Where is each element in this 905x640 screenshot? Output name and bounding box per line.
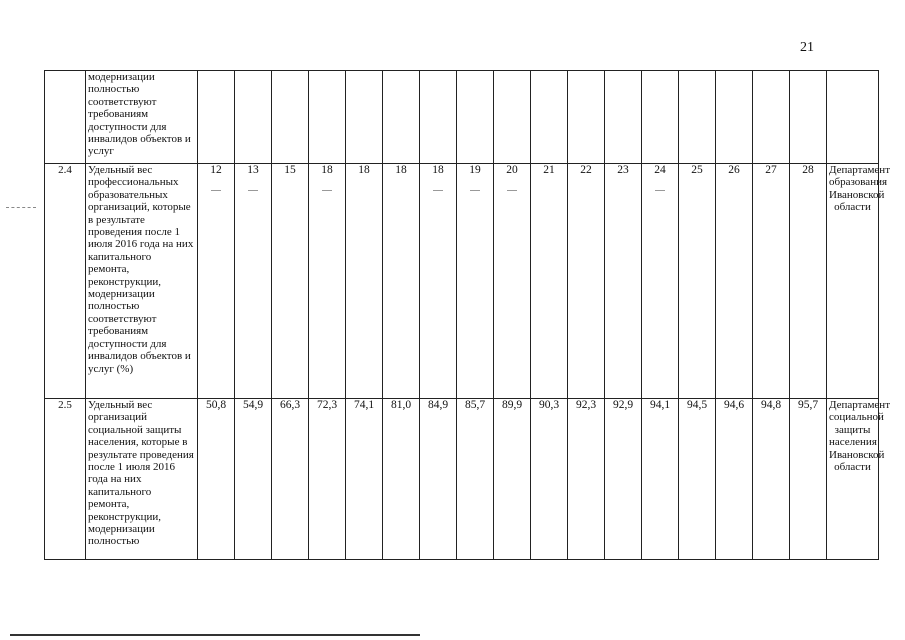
value-cell <box>457 71 494 164</box>
table-row <box>45 71 879 164</box>
indicator-description: модернизации полностью соответствуют требованиям доступности для инвалидов объектов и услуг <box>86 71 198 164</box>
value-cell: 18 <box>383 164 420 399</box>
scan-artifact-mark <box>6 207 36 208</box>
row-number: 2.4 <box>45 164 86 399</box>
value-cell: 50,8 <box>198 399 235 560</box>
scan-dash-mark <box>433 190 443 191</box>
value-cell <box>679 71 716 164</box>
value-cell <box>457 164 494 399</box>
value-cell: 95,7 <box>790 399 827 560</box>
value-cell <box>716 71 753 164</box>
scan-dash-mark <box>248 190 258 191</box>
value-text: 24 <box>654 164 666 176</box>
value-cell: 18 <box>346 164 383 399</box>
responsible-department <box>827 71 879 164</box>
value-cell <box>346 71 383 164</box>
value-cell: 28 <box>790 164 827 399</box>
value-cell <box>420 164 457 399</box>
value-text: 13 <box>247 164 259 176</box>
value-cell: 25 <box>679 164 716 399</box>
row-number: 2.5 <box>45 399 86 560</box>
value-cell <box>568 71 605 164</box>
value-cell: 15 <box>272 164 309 399</box>
value-cell: 54,9 <box>235 399 272 560</box>
value-cell: 92,3 <box>568 399 605 560</box>
value-cell <box>642 164 679 399</box>
value-text: 18 <box>321 164 333 176</box>
table-row <box>45 164 879 399</box>
scan-dash-mark <box>470 190 480 191</box>
value-cell <box>494 71 531 164</box>
value-cell: 26 <box>716 164 753 399</box>
value-cell <box>494 164 531 399</box>
page-number: 21 <box>800 40 814 55</box>
scan-dash-mark <box>211 190 221 191</box>
indicator-table <box>44 70 891 560</box>
value-cell <box>790 71 827 164</box>
value-cell: 94,1 <box>642 399 679 560</box>
table-row <box>45 399 879 560</box>
value-cell: 66,3 <box>272 399 309 560</box>
indicator-description: Удельный вес профессиональных образовательных организаций, которые в результате проведения после 1 июля 2016 года на них капитального ремонта, реконструкции, модернизации полностью соответствуют требованиям доступности для инвалидов объектов и услуг (%) <box>86 164 198 399</box>
value-cell: 23 <box>605 164 642 399</box>
value-cell: 72,3 <box>309 399 346 560</box>
value-cell: 89,9 <box>494 399 531 560</box>
value-text: 18 <box>432 164 444 176</box>
value-text: 19 <box>469 164 481 176</box>
value-cell <box>235 71 272 164</box>
table-body <box>45 71 891 560</box>
scan-dash-mark <box>507 190 517 191</box>
value-cell: 22 <box>568 164 605 399</box>
value-cell: 21 <box>531 164 568 399</box>
scan-dash-mark <box>322 190 332 191</box>
value-cell: 85,7 <box>457 399 494 560</box>
value-cell: 27 <box>753 164 790 399</box>
value-cell: 90,3 <box>531 399 568 560</box>
value-cell <box>753 71 790 164</box>
value-cell <box>309 164 346 399</box>
value-cell <box>272 71 309 164</box>
value-cell <box>605 71 642 164</box>
value-cell: 94,6 <box>716 399 753 560</box>
responsible-department: Департамент социальной защиты населения Ивановской области <box>827 399 879 560</box>
value-cell <box>531 71 568 164</box>
value-cell: 94,8 <box>753 399 790 560</box>
value-cell <box>198 164 235 399</box>
value-text: 12 <box>210 164 222 176</box>
value-cell <box>383 71 420 164</box>
value-cell: 84,9 <box>420 399 457 560</box>
value-cell <box>642 71 679 164</box>
responsible-department: Департамент образования Ивановской области <box>827 164 879 399</box>
value-cell: 92,9 <box>605 399 642 560</box>
scan-artifact-line <box>10 634 420 636</box>
value-cell <box>309 71 346 164</box>
value-cell <box>420 71 457 164</box>
indicator-description: Удельный вес организаций социальной защиты населения, которые в результате проведения после 1 июля 2016 года на них капитального ремонта, реконструкции, модернизации полностью <box>86 399 198 560</box>
value-text: 20 <box>506 164 518 176</box>
value-cell <box>235 164 272 399</box>
row-number <box>45 71 86 164</box>
value-cell: 94,5 <box>679 399 716 560</box>
scan-dash-mark <box>655 190 665 191</box>
value-cell: 74,1 <box>346 399 383 560</box>
value-cell: 81,0 <box>383 399 420 560</box>
value-cell <box>198 71 235 164</box>
